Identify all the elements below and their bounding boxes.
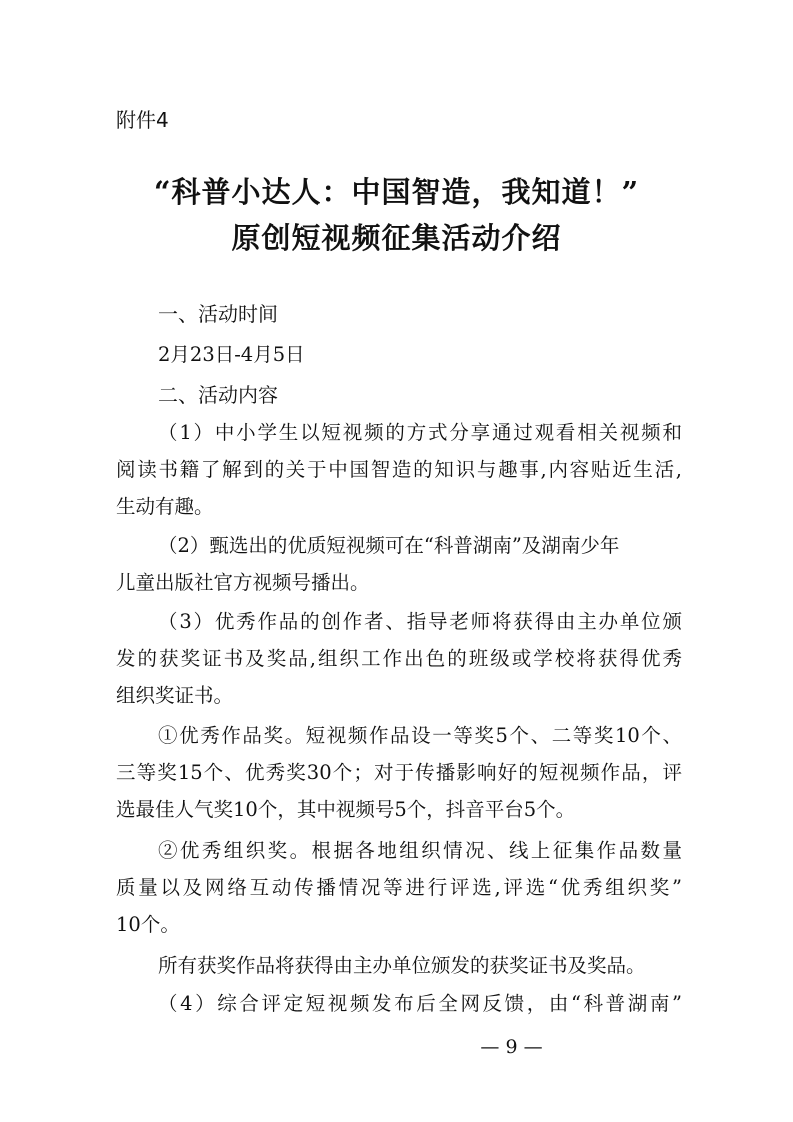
- paragraph-line: （2）甄选出的优质短视频可在“科普湖南”及湖南少年: [158, 534, 620, 557]
- paragraph-line: 质量以及网络互动传播情况等进行评选,评选“优秀组织奖”: [116, 876, 682, 899]
- paragraph-line: 组织奖证书。: [116, 684, 234, 707]
- attachment-label: 附件4: [116, 108, 169, 132]
- paragraph-line: 阅读书籍了解到的关于中国智造的知识与趣事,内容贴近生活,: [116, 458, 682, 481]
- paragraph-line: 所有获奖作品将获得由主办单位颁发的获奖证书及奖品。: [158, 954, 646, 977]
- section-heading-activity-time: 一、活动时间: [158, 302, 278, 326]
- paragraph-line: 生动有趣。: [116, 495, 214, 518]
- paragraph-line: （3）优秀作品的创作者、指导老师将获得由主办单位颁: [158, 610, 682, 633]
- paragraph-line: （1）中小学生以短视频的方式分享通过观看相关视频和: [158, 421, 682, 444]
- paragraph-line: 儿童出版社官方视频号播出。: [116, 571, 370, 594]
- document-title-line-2: 原创短视频征集活动介绍: [231, 221, 562, 255]
- paragraph-line: 发的获奖证书及奖品,组织工作出色的班级或学校将获得优秀: [116, 647, 682, 670]
- section-heading-activity-content: 二、活动内容: [158, 383, 278, 407]
- paragraph-line: 三等奖15个、优秀奖30个；对于传播影响好的短视频作品，评: [116, 761, 682, 784]
- paragraph-line: （4）综合评定短视频发布后全网反馈，由“科普湖南”: [158, 992, 682, 1015]
- paragraph-line: 选最佳人气奖10个，其中视频号5个，抖音平台5个。: [116, 798, 576, 821]
- activity-date: 2月23日-4月5日: [158, 343, 305, 366]
- paragraph-line: ②优秀组织奖。根据各地组织情况、线上征集作品数量: [158, 839, 682, 862]
- paragraph-line: 10个。: [116, 913, 180, 936]
- paragraph-line: ①优秀作品奖。短视频作品设一等奖5个、二等奖10个、: [158, 724, 682, 747]
- page-number: — 9 —: [480, 1036, 543, 1058]
- document-title-line-1: “科普小达人：中国智造，我知道！”: [153, 175, 640, 209]
